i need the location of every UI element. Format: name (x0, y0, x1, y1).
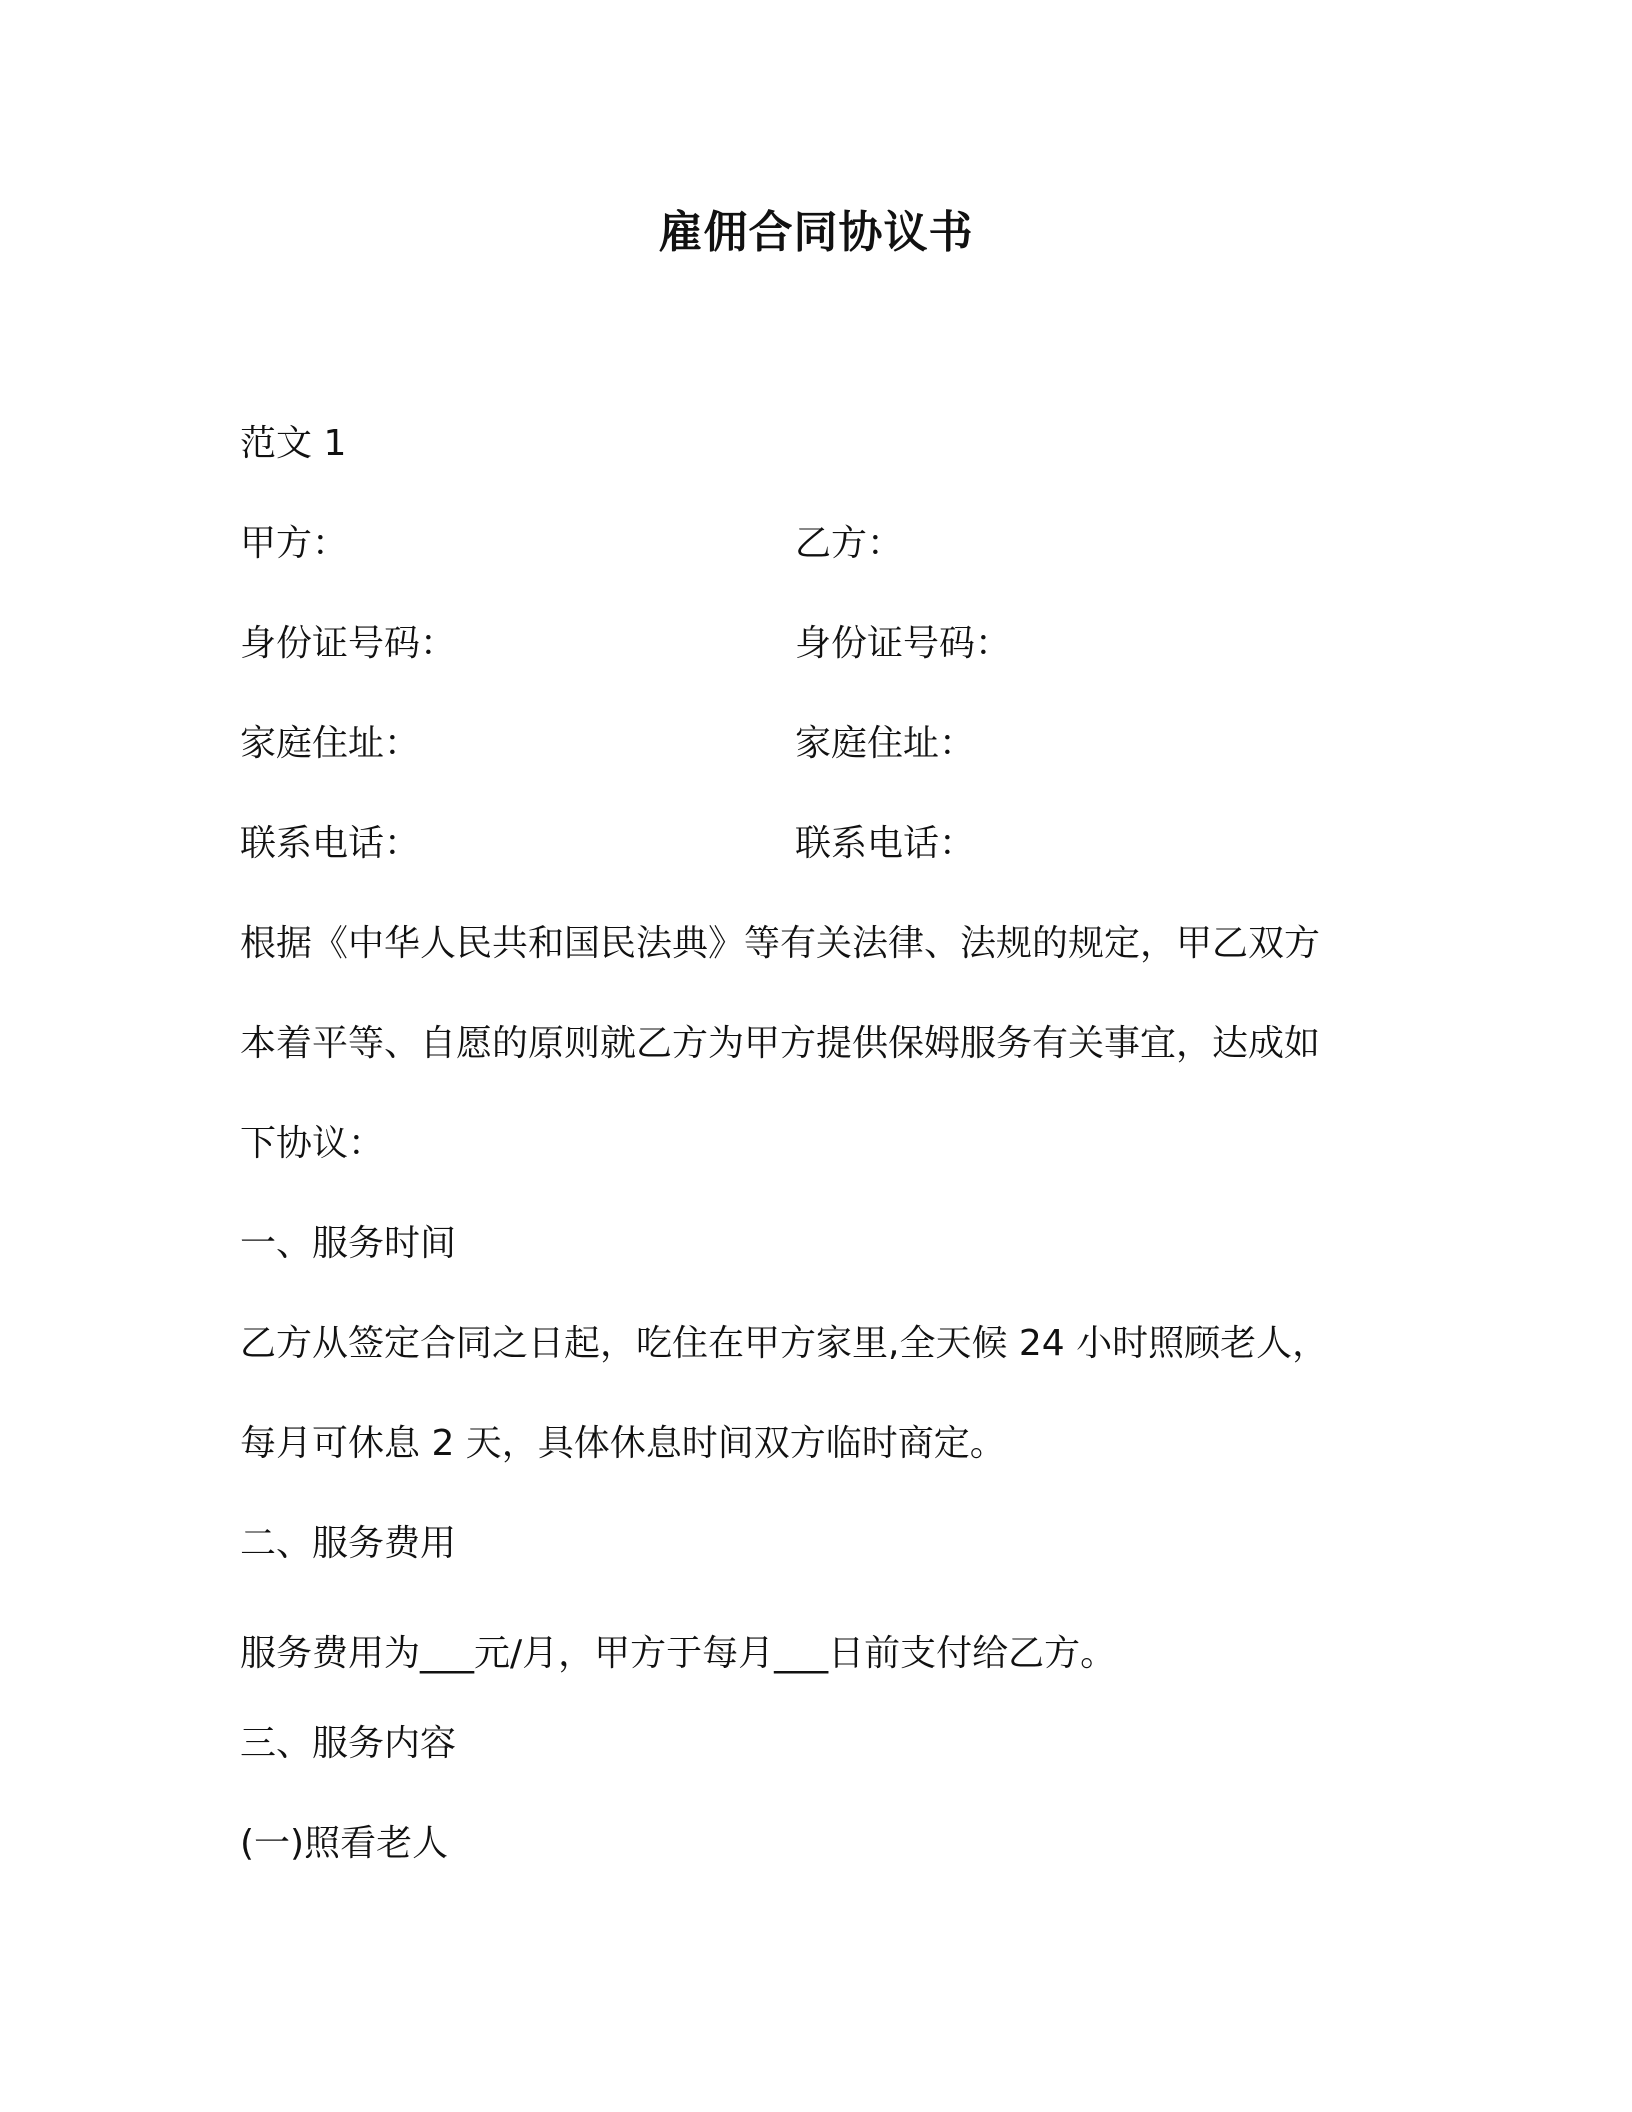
party-a-phone-label: 联系电话： (240, 823, 421, 864)
section-2-heading: 二、服务费用 (240, 1523, 457, 1564)
party-b-label: 乙方： (795, 523, 904, 564)
document-title: 雇佣合同协议书 (658, 207, 974, 258)
section-1-line-2: 每月可休息 2 天，具体休息时间双方临时商定。 (240, 1423, 1006, 1464)
party-b-phone-label: 联系电话： (795, 823, 976, 864)
party-a-label: 甲方： (240, 523, 349, 564)
intro-line-2: 本着平等、自愿的原则就乙方为甲方提供保姆服务有关事宜，达成如 (240, 1023, 1321, 1064)
sample-label: 范文 1 (240, 423, 347, 464)
party-a-address-label: 家庭住址： (240, 723, 421, 764)
party-b-address-label: 家庭住址： (795, 723, 976, 764)
section-1-line-1: 乙方从签定合同之日起，吃住在甲方家里,全天候 24 小时照顾老人， (240, 1323, 1329, 1364)
section-3-subheading: (一)照看老人 (240, 1823, 449, 1864)
intro-line-3: 下协议： (240, 1123, 385, 1164)
section-1-heading: 一、服务时间 (240, 1223, 457, 1264)
section-2-line: 服务费用为___元/月，甲方于每月___日前支付给乙方。 (240, 1633, 1117, 1674)
party-b-id-label: 身份证号码： (795, 623, 1012, 664)
party-a-id-label: 身份证号码： (240, 623, 457, 664)
section-3-heading: 三、服务内容 (240, 1723, 457, 1764)
intro-line-1: 根据《中华人民共和国民法典》等有关法律、法规的规定，甲乙双方 (240, 923, 1321, 964)
